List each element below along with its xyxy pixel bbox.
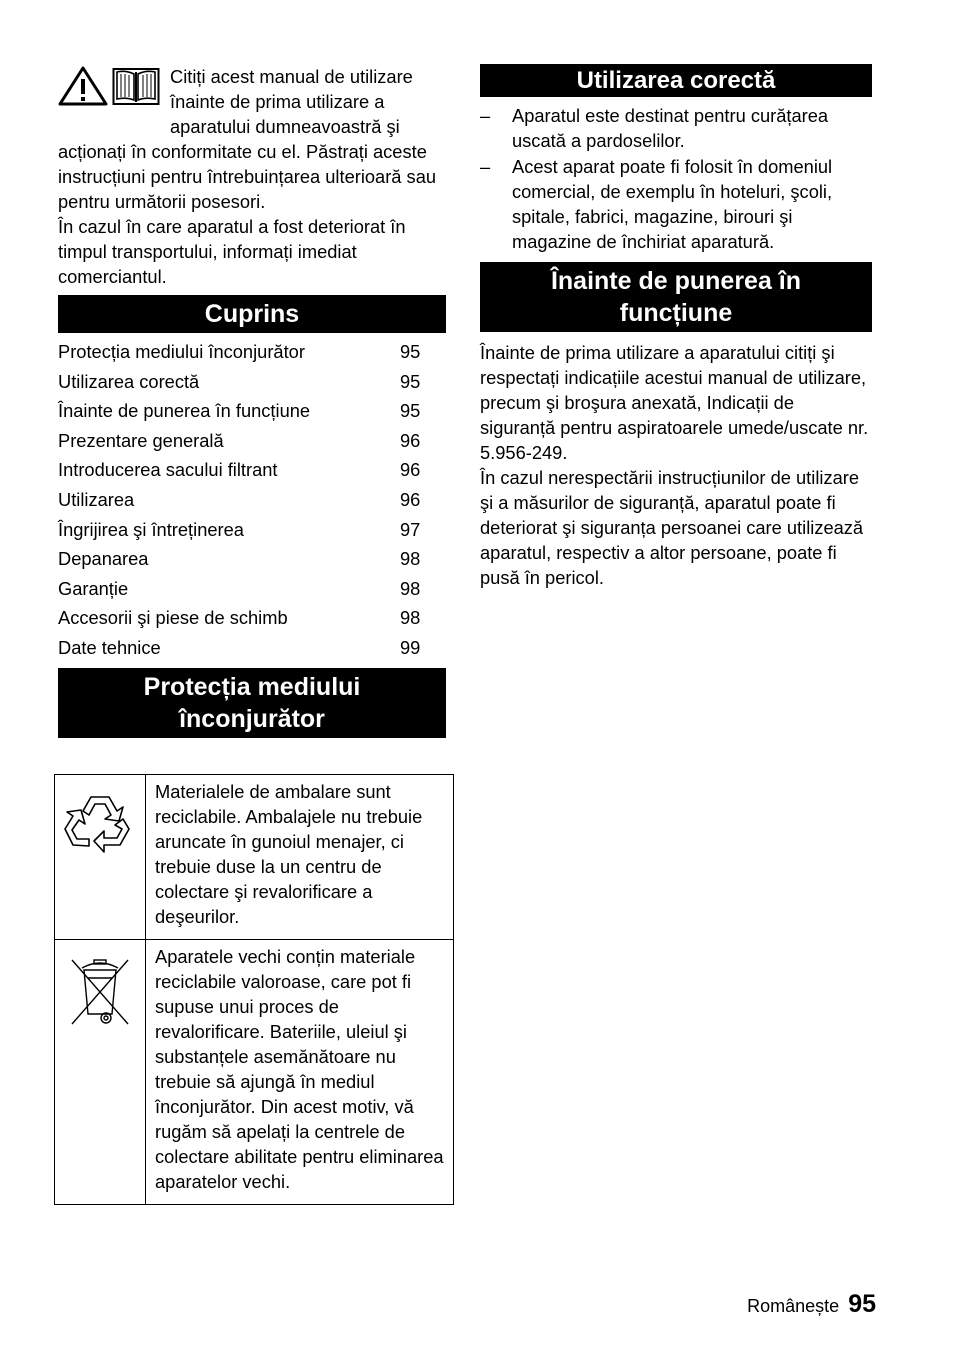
toc-label: Prezentare generală bbox=[58, 429, 224, 451]
warning-triangle-icon bbox=[58, 66, 108, 112]
toc-page: 96 bbox=[400, 488, 421, 510]
toc-row bbox=[58, 337, 448, 367]
toc-label: Înainte de punerea în funcțiune bbox=[58, 400, 311, 422]
before-start-heading: Înainte de punerea în funcțiune bbox=[480, 262, 872, 332]
toc-row bbox=[58, 367, 448, 397]
intro-paragraph-1: Citiți acest manual de utilizare înainte de prima utilizare a aparatului dumneavoastră şi acționați în conformitate cu el. Păstrați aceste instrucțiuni pentru întrebuințarea ulterioară sau pentru următorii posesori. bbox=[58, 66, 437, 212]
list-item: – Acest aparat poate fi folosit în domeniul comercial, de exemplu în hoteluri, şcoli, spitale, fabrici, magazine, birouri şi magazine de închiriat aparatură. bbox=[480, 156, 833, 252]
toc-page: 98 bbox=[400, 548, 421, 570]
footer-language: Românește bbox=[747, 1296, 840, 1316]
table-of-contents bbox=[58, 337, 448, 663]
crossed-bin-icon-cell bbox=[55, 940, 146, 1205]
toc-label: Garanție bbox=[58, 577, 129, 599]
recycle-text: Materialele de ambalare sunt reciclabile. Ambalajele nu trebuie aruncate în gunoiul menajer, ci trebuie duse la un centru de colectare şi revalorificare a deşeurilor. bbox=[146, 775, 454, 940]
crossed-bin-icon bbox=[68, 1013, 132, 1034]
toc-page: 98 bbox=[400, 577, 421, 599]
left-column bbox=[58, 64, 448, 738]
intro-paragraph-2: În cazul în care aparatul a fost deteriorat în timpul transportului, informați imediat comerciantul. bbox=[58, 216, 406, 287]
contents-heading: Cuprins bbox=[58, 295, 446, 333]
toc-label: Depanarea bbox=[58, 548, 149, 570]
toc-row bbox=[58, 574, 448, 604]
toc-page: 95 bbox=[400, 341, 421, 362]
toc-row bbox=[58, 633, 448, 663]
toc-page: 97 bbox=[400, 518, 421, 540]
toc-row bbox=[58, 396, 448, 426]
toc-page: 95 bbox=[400, 370, 421, 392]
disposal-text: Aparatele vechi conțin materiale reciclabile valoroase, care pot fi supuse unui proces de revalorificare. Bateriile, uleiul şi substanțele asemănătoare nu trebuie să ajungă în mediul înconjurător. Din acest motiv, vă rugăm să apelați la centrele de colectare abilitate pentru eliminarea aparatelor vechi. bbox=[146, 940, 454, 1205]
recycle-icon-cell bbox=[55, 775, 146, 940]
page-footer bbox=[747, 1290, 876, 1319]
toc-label: Utilizarea corectă bbox=[58, 370, 200, 392]
toc-label: Îngrijirea şi întreținerea bbox=[58, 518, 244, 540]
toc-label: Date tehnice bbox=[58, 636, 161, 658]
toc-page: 98 bbox=[400, 607, 421, 629]
toc-row bbox=[58, 485, 448, 515]
toc-label: Accesorii şi piese de schimb bbox=[58, 607, 288, 629]
toc-page: 96 bbox=[400, 429, 421, 451]
intro-section bbox=[58, 64, 448, 289]
toc-row bbox=[58, 603, 448, 633]
table-row bbox=[55, 940, 454, 1205]
before-start-section bbox=[480, 340, 872, 590]
toc-row bbox=[58, 455, 448, 485]
before-start-paragraph-2: În cazul nerespectării instrucțiunilor de utilizare şi a măsurilor de siguranță, aparatul poate fi deteriorat şi siguranța persoanei care utilizează aparatul, respectiv a altor persoane, poate fi pusă în pericol. bbox=[480, 467, 864, 588]
toc-page: 99 bbox=[400, 636, 421, 658]
before-start-paragraph-1: Înainte de prima utilizare a aparatului citiți şi respectați indicațiile acestui manual de utilizare, precum şi broşura anexată, Indicații de siguranță pentru aspiratoarele umede/uscate nr. 5.956-249. bbox=[480, 342, 869, 463]
environment-heading: Protecția mediului înconjurător bbox=[58, 668, 446, 738]
toc-label: Utilizarea bbox=[58, 488, 135, 510]
toc-label: Protecția mediului înconjurător bbox=[58, 341, 305, 362]
proper-use-heading: Utilizarea corectă bbox=[480, 64, 872, 97]
toc-page: 96 bbox=[400, 459, 421, 481]
toc-page: 95 bbox=[400, 400, 421, 422]
list-item: – Aparatul este destinat pentru curățarea uscată a pardoselilor. bbox=[480, 105, 829, 151]
page-number: 95 bbox=[848, 1290, 876, 1318]
proper-use-list bbox=[480, 103, 872, 254]
recycle-icon bbox=[63, 846, 137, 867]
right-column bbox=[480, 64, 872, 590]
toc-label: Introducerea sacului filtrant bbox=[58, 459, 278, 481]
toc-row bbox=[58, 515, 448, 545]
environment-table bbox=[54, 774, 454, 1205]
intro-icons bbox=[58, 66, 160, 112]
toc-row bbox=[58, 426, 448, 456]
toc-row bbox=[58, 544, 448, 574]
table-row bbox=[55, 775, 454, 940]
open-book-icon bbox=[112, 66, 160, 112]
